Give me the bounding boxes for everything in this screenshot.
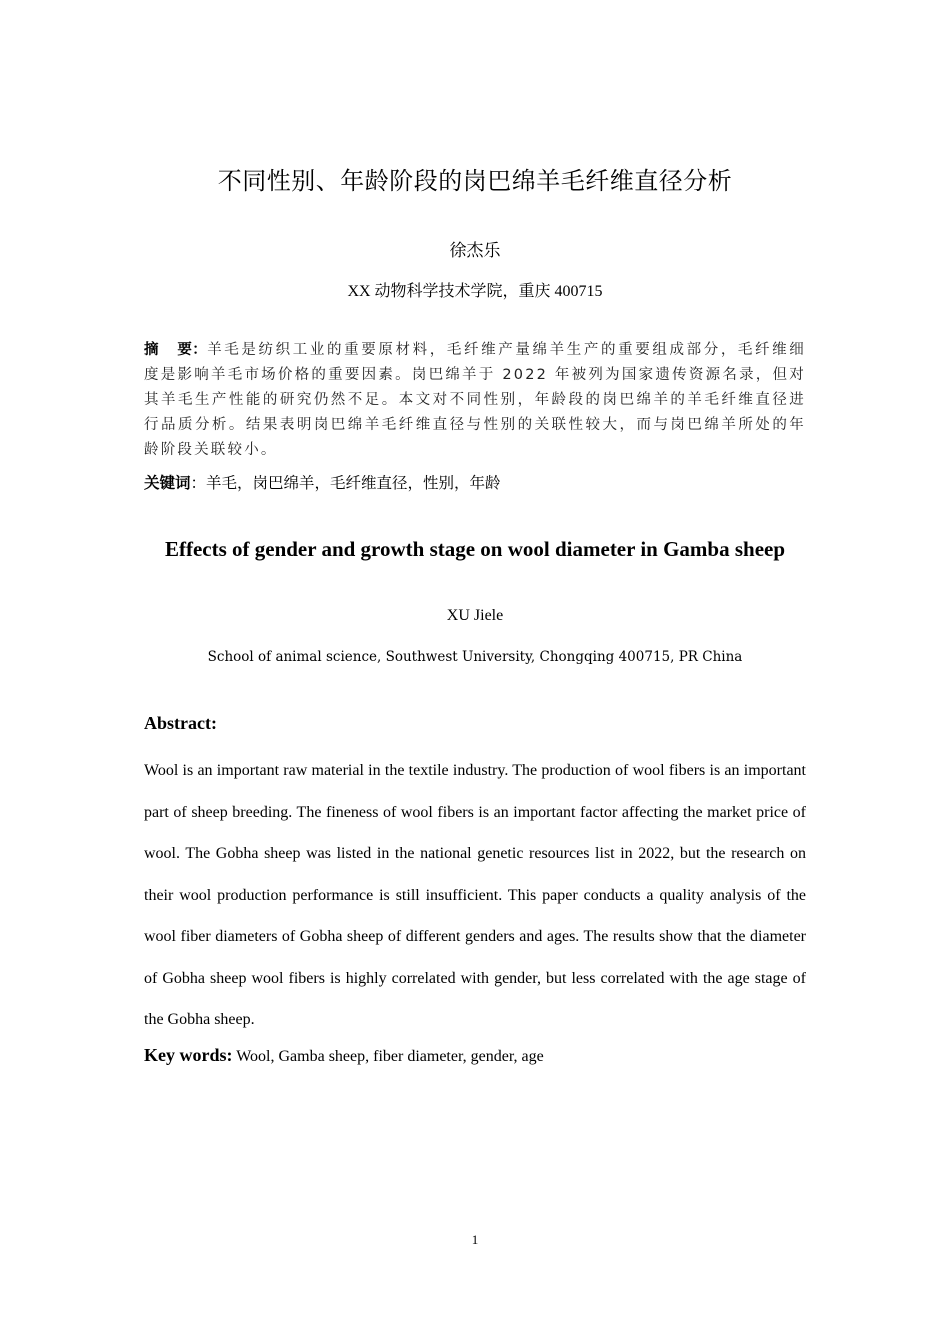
english-abstract-text: Wool is an important raw material in the textile industry. The production of wool fibers is an important part of sheep breeding. The fineness of wool fibers is an important factor affecting the market price of wool. The Gobha sheep was listed in the national genetic resources list in 2022, but the research on their wool production performance is still insufficient. This paper conducts a quality analysis of the wool fiber diameters of Gobha sheep of different genders and ages. The results show that the diameter of Gobha sheep wool fibers is highly correlated with gender, but less correlated with the age stage of the Gobha sheep. (144, 762, 806, 1028)
chinese-keywords-label: 关键词 (144, 474, 191, 492)
english-keywords (144, 1041, 806, 1071)
page-number: 1 (471, 1232, 479, 1247)
chinese-abstract (144, 338, 806, 463)
chinese-affiliation: XX 动物科学技术学院，重庆 400715 (347, 283, 603, 300)
chinese-abstract-text: 羊毛是纺织工业的重要原材料，毛纤维产量绵羊生产的重要组成部分，毛纤维细度是影响羊毛市场价格的重要因素。岗巴绵羊于 2022 年被列为国家遗传资源名录，但对其羊毛生产性能的研究仍然不足。本文对不同性别，年龄段的岗巴绵羊的羊毛纤维直径进行品质分析。结果表明岗巴绵羊毛纤维直径与性别的关联性较大，而与岗巴绵羊所处的年龄阶段关联较小。 (144, 342, 806, 458)
english-title: Effects of gender and growth stage on wool diameter in Gamba sheep (164, 537, 786, 561)
english-affiliation: School of animal science, Southwest University, Chongqing 400715, PR China (207, 649, 743, 665)
chinese-abstract-label-first: 摘 (144, 342, 159, 358)
chinese-keywords (144, 470, 806, 496)
chinese-keywords-separator: ： (190, 474, 207, 492)
chinese-keywords-text: 羊毛，岗巴绵羊，毛纤维直径，性别，年龄 (206, 474, 501, 492)
english-abstract-label: Abstract: (144, 713, 217, 733)
chinese-author: 徐杰乐 (449, 241, 501, 261)
english-author: XU Jiele (446, 607, 504, 624)
english-keywords-label: Key words: (144, 1045, 233, 1065)
chinese-abstract-label-second: 要： (176, 342, 208, 358)
chinese-abstract-label (144, 342, 207, 358)
english-keywords-text: Wool, Gamba sheep, fiber diameter, gender, age (236, 1048, 544, 1065)
chinese-title: 不同性别、年龄阶段的岗巴绵羊毛纤维直径分析 (217, 167, 733, 195)
